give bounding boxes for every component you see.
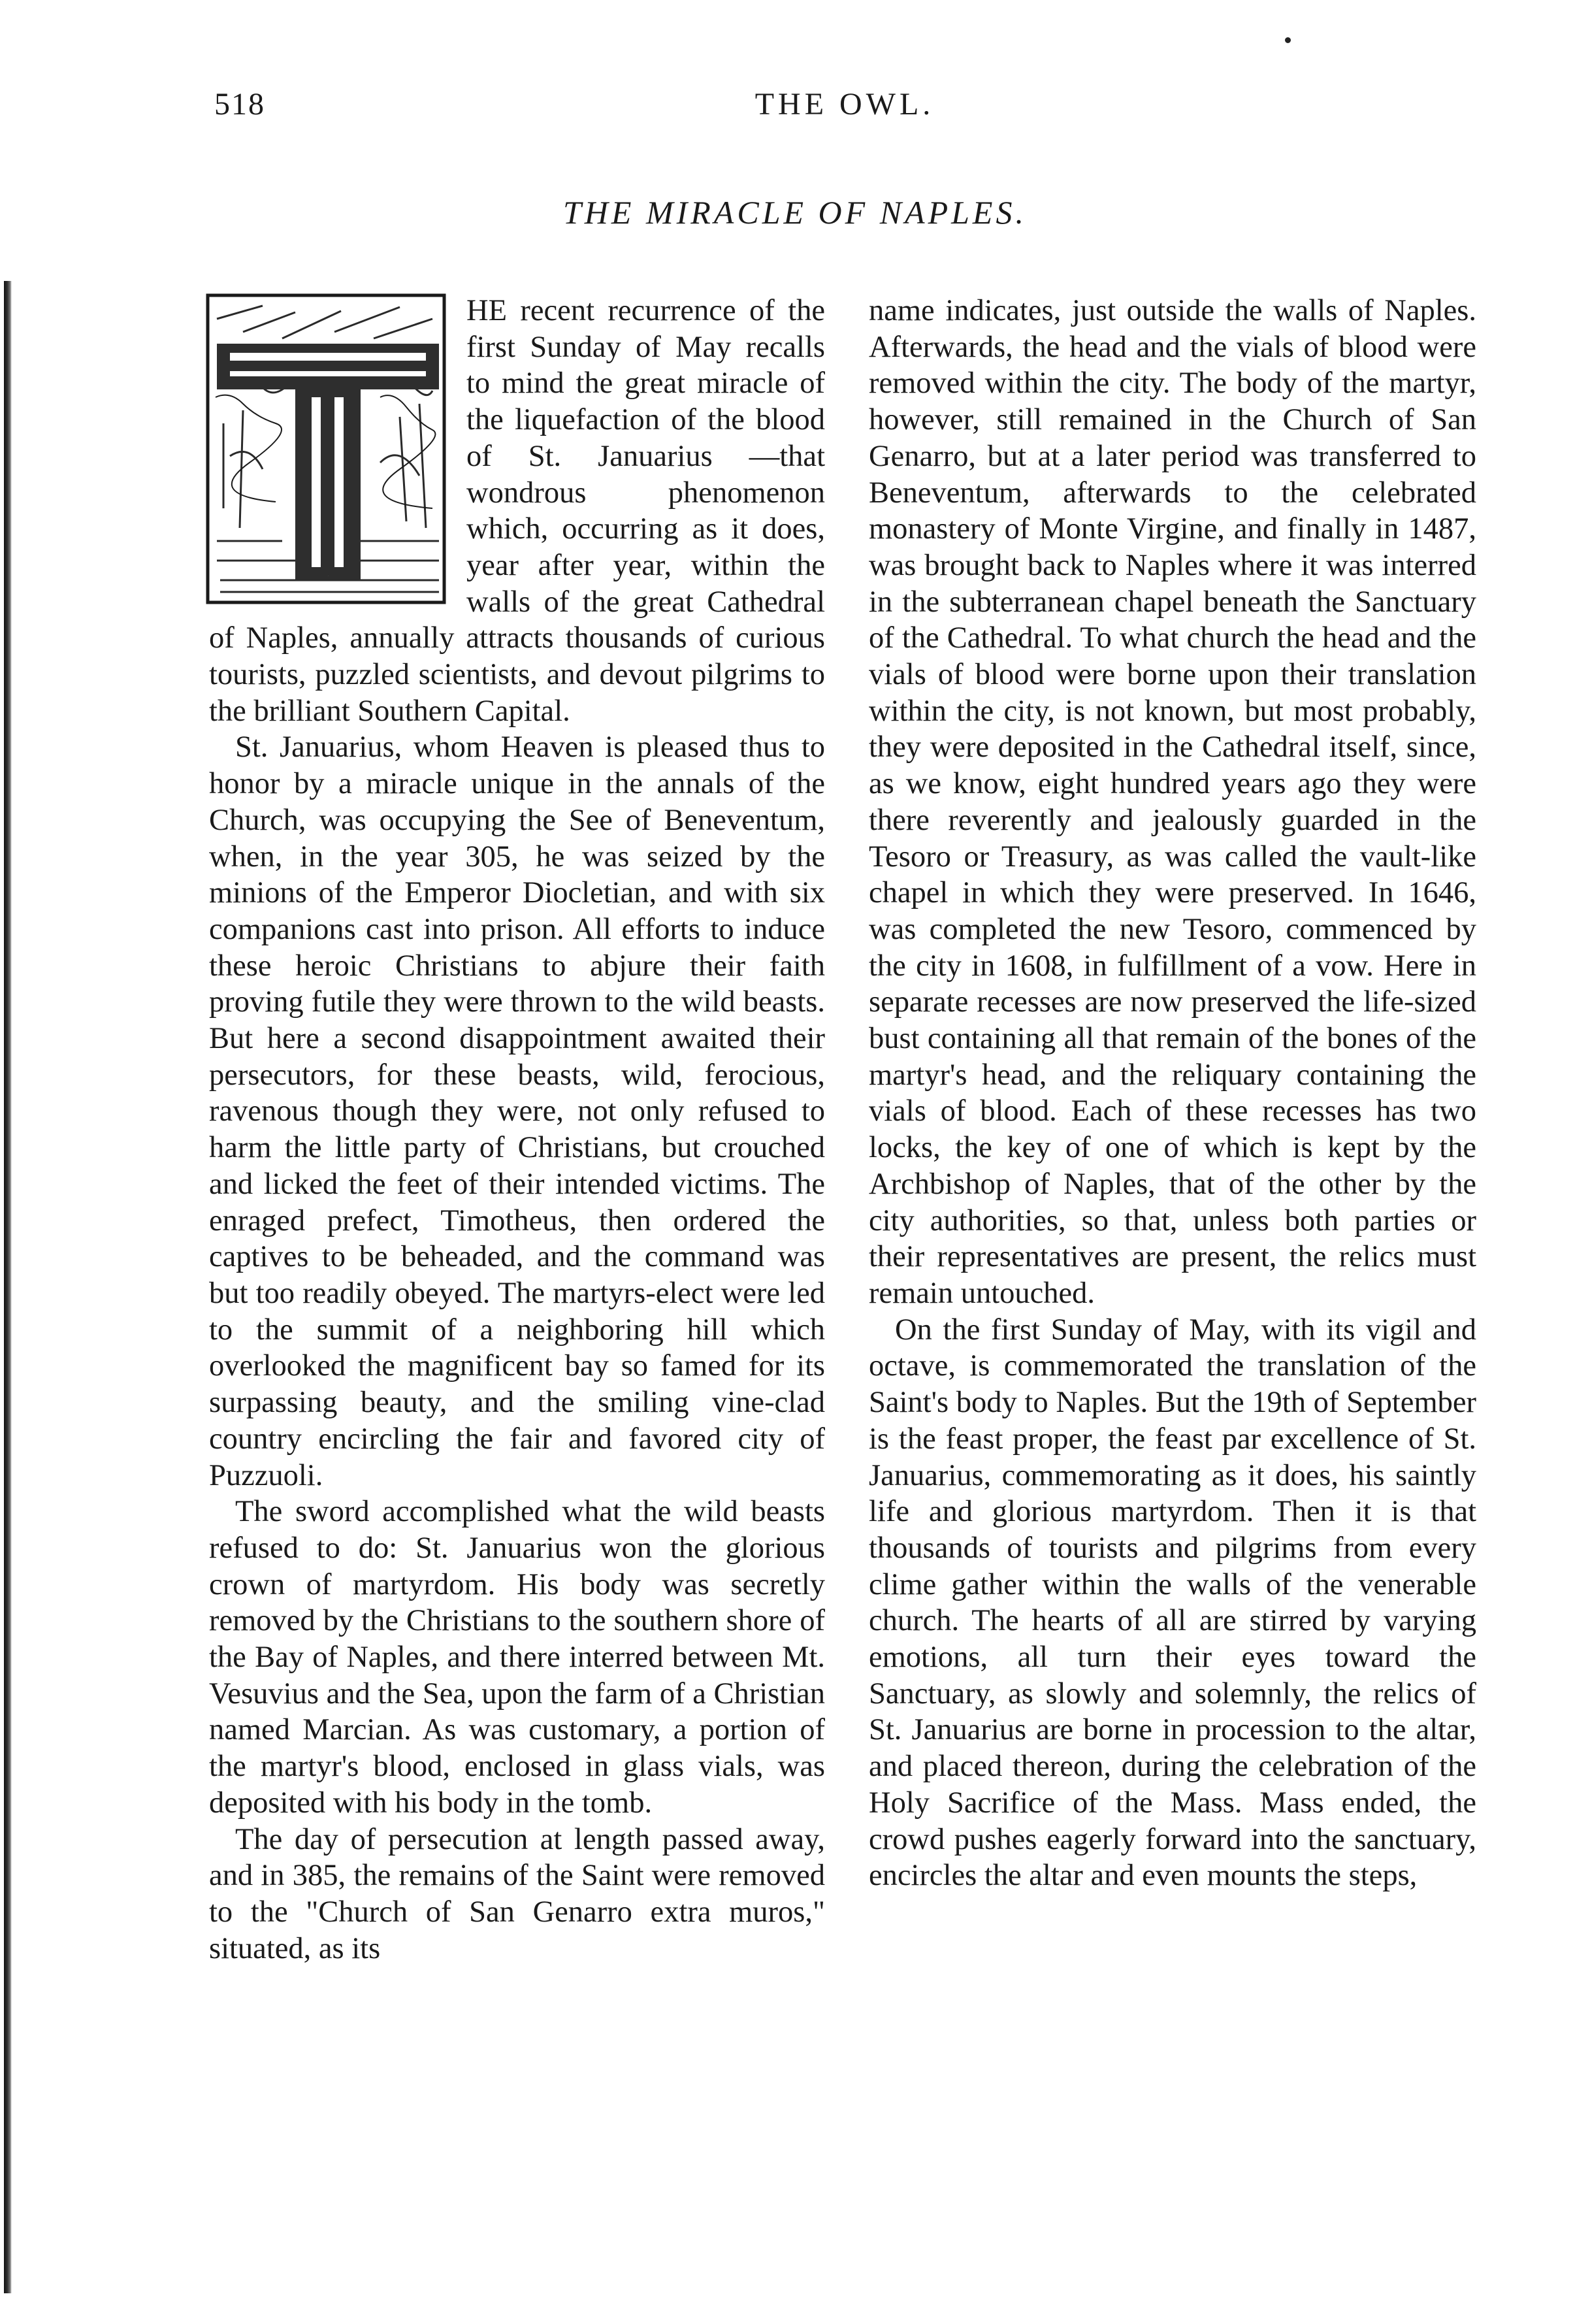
paragraph-2: St. Januarius, whom Heaven is pleased thus to honor by a miracle unique in the annals of the Church, was occupying the See of Beneventum, when, in the year 305, he was seized by the minions of the Emperor Diocletian, and with six companions cast into prison. All efforts to induce these heroic Christians to abjure their faith proving futile they were thrown to the wild beasts. But here a second disappointment awaited their persecutors, for these beasts, wild, ferocious, ravenous though they were, not only refused to harm the little party of Christians, but crouched and licked the feet of their intended victims. The enraged prefect, Timotheus, then ordered the captives to be beheaded, and the command was but too readily obeyed. The martyrs-elect were led to the summit of a neighboring hill which overlooked the magnificent bay so famed for its surpassing beauty, and the smiling vine-clad country encircling the fair and favored city of Puzzuoli.	[209, 730, 825, 1492]
page-number: 518	[214, 87, 265, 122]
journal-title: THE OWL.	[754, 87, 935, 122]
page-binding-edge	[4, 281, 12, 2293]
ornamental-drop-cap	[204, 293, 457, 606]
article-title: THE MIRACLE OF NAPLES.	[563, 194, 1027, 231]
ink-speck	[1285, 37, 1291, 43]
drop-cap-letter: T	[327, 576, 329, 577]
paragraph-4: The day of persecution at length passed away, and in 385, the remains of the Saint were removed to the "Church of San Genarro extra muros," situated, as its	[209, 1822, 825, 1965]
paragraph-5: name indicates, just outside the walls of Naples. Afterwards, the head and the vials of blood were removed within the city. The body of the martyr, however, still remained in the Church of San Genarro, but at a later period was transferred to Beneventum, afterwards to the celebrated monastery of Monte Virgine, and finally in 1487, was brought back to Naples where it was interred in the subterranean chapel beneath the Sanctuary of the Cathedral. To what church the head and the vials of blood were borne upon their translation within the city, is not known, but most probably, they were deposited in the Cathedral itself, since, as we know, eight hundred years ago they were there reverently and jealously guarded in the Tesoro or Treasury, as was called the vault-like chapel in which they were preserved. In 1646, was completed the new Tesoro, commenced by the city in 1608, in fulfillment of a vow. Here in separate recesses are now preserved the life-sized bust containing all that remain of the bones of the martyr's head, and the reliquary containing the vials of blood. Each of these recesses has two locks, the key of one of which is kept by the Archbishop of Naples, that of the other by the city authorities, so that, unless both parties or their representatives are present, the relics must remain untouched.	[869, 294, 1476, 1310]
left-column	[209, 293, 825, 1967]
running-head	[214, 86, 1475, 132]
paragraph-1: HE recent recurrence of the first Sunday of May recalls to mind the great miracle of the liquefaction of the blood of St. Januarius —that wondrous phenomenon which, occurring as it does, year after year, within the walls of the great Cathedral of Naples, annually attracts thousands of curious tourists, puzzled scientists, and devout pilgrims to the brilliant Southern Capital.	[209, 294, 825, 728]
right-column	[869, 293, 1476, 1894]
paragraph-6: On the first Sunday of May, with its vigil and octave, is commemorated the translation of the Saint's body to Naples. But the 19th of September is the feast proper, the feast par excellence of St. Januarius, commemorating as it does, his saintly life and glorious martyrdom. Then it is that thousands of tourists and pilgrims from every clime gather within the walls of the venerable church. The hearts of all are stirred by varying emotions, all turn their eyes toward the Sanctuary, as slowly and solemnly, the relics of St. Januarius are borne in procession to the altar, and placed thereon, during the celebration of the Holy Sacrifice of the Mass. Mass ended, the crowd pushes eagerly forward into the sanctuary, encircles the altar and even mounts the steps,	[869, 1313, 1476, 1893]
paragraph-3: The sword accomplished what the wild beasts refused to do: St. Januarius won the glorious crown of martyrdom. His body was secretly removed by the Christians to the southern shore of the Bay of Naples, and there interred between Mt. Vesuvius and the Sea, upon the farm of a Christian named Marcian. As was customary, a portion of the martyr's blood, enclosed in glass vials, was deposited with his body in the tomb.	[209, 1495, 825, 1820]
